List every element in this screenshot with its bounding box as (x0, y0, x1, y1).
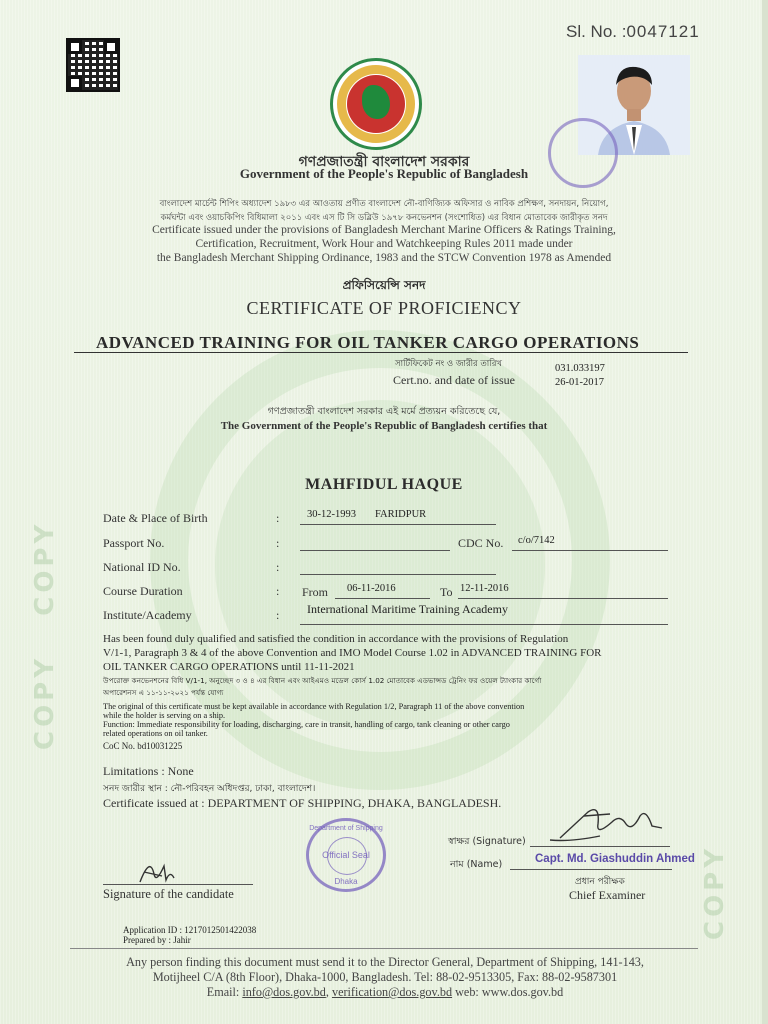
dob-label: Date & Place of Birth (103, 511, 208, 525)
course-duration-label: Course Duration (103, 584, 183, 598)
course-title: ADVANCED TRAINING FOR OIL TANKER CARGO OPERATIONS (96, 333, 640, 352)
side-copy-watermark: COPY COPY (30, 520, 60, 750)
institute-value: International Maritime Training Academy (307, 602, 508, 616)
course-underline (74, 352, 688, 353)
email-label: Email: (206, 985, 240, 999)
pob-value: FARIDPUR (375, 509, 427, 520)
bn-issued-line-2: কর্মঘন্টা এবং ওয়াচকিপিং বিধিমালা ২০১১ এবং এস টি সি ডব্লিউ ১৯৭৮ কনভেনশন (সংশোধিত) এর বিধান মোতাবেক জারীকৃত সনদ (160, 213, 608, 223)
examiner-title: Chief Examiner (569, 888, 646, 902)
bn-examiner-title: প্রধান পরীক্ষক (575, 877, 625, 887)
to-value: 12-11-2016 (460, 583, 509, 594)
name-line (510, 869, 672, 870)
cert-no-value: 031.033197 (555, 363, 605, 374)
from-line (335, 598, 430, 599)
official-seal-icon (306, 818, 386, 892)
qualification-line-3: OIL TANKER CARGO OPERATIONS until 11-11-2021 (103, 661, 355, 673)
examiner-signature-icon (540, 802, 670, 848)
serial-value: 0047121 (626, 22, 700, 41)
examiner-name: Capt. Md. Giashuddin Ahmed (535, 853, 695, 865)
certificate-title: CERTIFICATE OF PROFICIENCY (246, 298, 522, 318)
nid-label: National ID No. (103, 560, 181, 574)
side-copy-watermark-right: COPY (700, 844, 730, 940)
cdc-label: CDC No. (458, 536, 504, 550)
to-label: To (440, 585, 453, 599)
issued-line-2: Certification, Recruitment, Work Hour and Watchkeeping Rules 2011 made under (195, 238, 573, 250)
seal-top-text: Department of Shipping (309, 825, 383, 832)
to-line (458, 598, 668, 599)
bn-certifies: গণপ্রজাতন্ত্রী বাংলাদেশ সরকার এই মর্মে প্রত্যয়ন করিতেছে যে, (267, 406, 501, 417)
colon: : (276, 608, 280, 622)
fine-print-2: while the holder is serving on a ship. (103, 711, 226, 720)
bn-government-title: গণপ্রজাতন্ত্রী বাংলাদেশ সরকার (298, 154, 470, 170)
limitations: Limitations : None (103, 764, 194, 778)
government-emblem-icon (330, 58, 422, 150)
issued-line-3: the Bangladesh Merchant Shipping Ordinance, 1983 and the STCW Convention 1978 as Amended (156, 252, 612, 264)
government-title: Government of the People's Republic of Bangladesh (239, 166, 529, 181)
application-id: Application ID : 1217012501422038 (123, 925, 257, 935)
issued-line-1: Certificate issued under the provisions of Bangladesh Merchant Marine Officers & Ratings Training, (152, 224, 616, 236)
passport-label: Passport No. (103, 536, 165, 550)
coc-number: CoC No. bd10031225 (103, 741, 183, 751)
colon: : (276, 536, 280, 550)
candidate-signature-line (103, 884, 253, 885)
bn-issued-at: সনদ জারীর স্থান : নৌ-পরিবহন অধিদপ্তর, ঢাকা, বাংলাদেশ। (103, 784, 316, 794)
footer-line-1: Any person finding this document must send it to the Director General, Department of Shipping, 141-143, (126, 955, 644, 969)
footer-line-3: Email: info@dos.gov.bd, verification@dos.gov.bd web: www.dos.gov.bd (206, 985, 564, 999)
email-verification-link[interactable]: verification@dos.gov.bd (331, 985, 453, 999)
footer-line-2: Motijheel C/A (8th Floor), Dhaka-1000, Bangladesh. Tel: 88-02-9513305, Fax: 88-02-9587301 (152, 970, 618, 984)
bn-cert-no-label: সার্টিফিকেট নং ও জারীর তারিখ (395, 359, 502, 369)
dob-line (300, 524, 496, 525)
footer-divider (70, 948, 698, 949)
prepared-by: Prepared by : Jahir (123, 935, 191, 945)
seal-mid-text: Official Seal (322, 850, 370, 860)
serial-number (566, 22, 700, 42)
from-label: From (302, 585, 329, 599)
dob-value: 30-12-1993 (307, 509, 356, 520)
issue-date-value: 26-01-2017 (555, 377, 604, 388)
from-value: 06-11-2016 (347, 583, 396, 594)
passport-line (300, 550, 450, 551)
seal-bottom-text: Dhaka (334, 877, 358, 886)
certifies-line: The Government of the People's Republic of Bangladesh certifies that (220, 420, 548, 432)
bn-qualification-line-2: অপারেশনস এ ১১-১১-২০২১ পর্যন্ত যোগ্য (103, 688, 224, 697)
email-info-link[interactable]: info@dos.gov.bd (242, 985, 326, 999)
institute-line (300, 624, 668, 625)
signature-label: স্বাক্ষর (Signature) (448, 836, 526, 847)
colon: : (276, 511, 280, 525)
fine-print-3: Function: Immediate responsibility for loading, discharging, care in transit, handling of cargo, tank cleaning or other cargo (103, 720, 510, 729)
bn-certificate-title: প্রফিসিয়েন্সি সনদ (342, 278, 426, 292)
bn-issued-line-1: বাংলাদেশ মার্চেন্ট শিপিং অধ্যাদেশ ১৯৮৩ এর আওতায় প্রণীত বাংলাদেশ নৌ-বাণিজ্যিক অফিসার ও নাবিক প্রশিক্ষণ, সনদায়ন, নিয়োগ, (159, 199, 609, 209)
candidate-signature-icon (136, 852, 186, 888)
nid-line (300, 574, 496, 575)
qualification-line-1: Has been found duly qualified and satisfied the condition in accordance with the provisions of Regulation (103, 633, 569, 645)
colon: : (276, 584, 280, 598)
qr-code-icon (66, 38, 120, 92)
candidate-signature-label: Signature of the candidate (103, 887, 234, 901)
fine-print-4: related operations on oil tanker. (103, 729, 208, 738)
colon: : (276, 560, 280, 574)
name-label: নাম (Name) (450, 859, 503, 870)
institute-label: Institute/Academy (103, 608, 192, 622)
cdc-line (512, 550, 668, 551)
bn-qualification-line-1: উপরোক্ত কনভেনশনের বিধি V/1-1, অনুচ্ছেদ ৩ ও ৪ এর বিধান এবং আইএমও মডেল কোর্স 1.02 মোতাবেক এডভান্সড ট্রেনিং ফর ওয়েল ট্যাংকার কার্গো (103, 676, 542, 685)
holder-name: MAHFIDUL HAQUE (305, 476, 463, 493)
qualification-line-2: V/1-1, Paragraph 3 & 4 of the above Convention and IMO Model Course 1.02 in ADVANCED TRAINING FOR (103, 647, 602, 659)
fine-print-1: The original of this certificate must be kept available in accordance with Regulation 1/2, Paragraph 11 of the above convention (103, 702, 525, 711)
website-link[interactable]: web: www.dos.gov.bd (455, 985, 564, 999)
cdc-value: c/o/7142 (518, 535, 555, 546)
cert-no-label: Cert.no. and date of issue (393, 373, 515, 387)
issued-at: Certificate issued at : DEPARTMENT OF SHIPPING, DHAKA, BANGLADESH. (103, 796, 502, 810)
serial-label: Sl. No. : (566, 22, 627, 41)
